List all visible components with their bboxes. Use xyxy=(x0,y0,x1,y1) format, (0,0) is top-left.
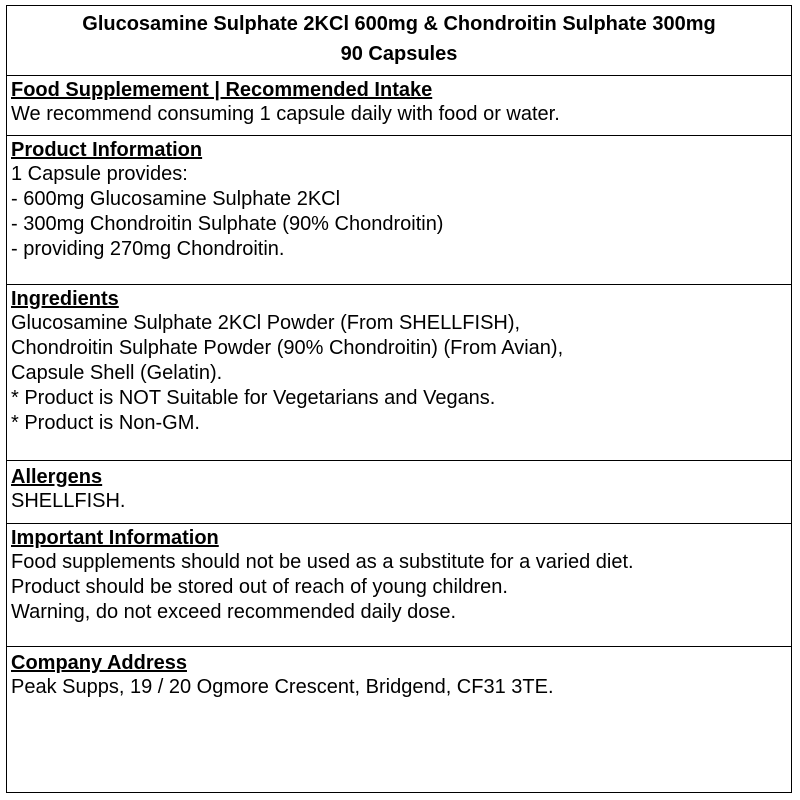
divider xyxy=(7,646,791,647)
heading-allergens: Allergens xyxy=(11,466,103,488)
ingredients-text xyxy=(7,311,791,436)
important-info-line: Warning, do not exceed recommended daily dose. xyxy=(11,601,457,623)
ingredients-line: * Product is Non-GM. xyxy=(11,412,200,434)
allergens-line: SHELLFISH. xyxy=(11,490,126,512)
heading-company-address: Company Address xyxy=(11,652,187,674)
product-info-line: - 600mg Glucosamine Sulphate 2KCl xyxy=(11,188,341,210)
company-address-text xyxy=(7,675,791,700)
product-info-line: - 300mg Chondroitin Sulphate (90% Chondroitin) xyxy=(11,213,444,235)
section-ingredients xyxy=(7,287,791,436)
ingredients-line: Capsule Shell (Gelatin). xyxy=(11,362,223,384)
important-info-line: Food supplements should not be used as a substitute for a varied diet. xyxy=(11,551,634,573)
company-address-line: Peak Supps, 19 / 20 Ogmore Crescent, Bridgend, CF31 3TE. xyxy=(11,676,554,698)
heading-important-information: Important Information xyxy=(11,527,219,549)
intake-text xyxy=(7,102,791,127)
divider xyxy=(7,135,791,136)
section-company-address xyxy=(7,651,791,700)
intake-line: We recommend consuming 1 capsule daily with food or water. xyxy=(11,103,560,125)
ingredients-line: Chondroitin Sulphate Powder (90% Chondroitin) (From Avian), xyxy=(11,337,564,359)
supplement-label xyxy=(6,5,792,793)
divider xyxy=(7,460,791,461)
product-info-line: 1 Capsule provides: xyxy=(11,163,188,185)
section-allergens xyxy=(7,465,791,514)
ingredients-line: * Product is NOT Suitable for Vegetarians and Vegans. xyxy=(11,387,496,409)
important-info-line: Product should be stored out of reach of young children. xyxy=(11,576,508,598)
heading-product-information: Product Information xyxy=(11,139,203,161)
divider xyxy=(7,284,791,285)
product-title-line-1: Glucosamine Sulphate 2KCl 600mg & Chondroitin Sulphate 300mg xyxy=(82,13,716,35)
product-title-line-2: 90 Capsules xyxy=(340,43,458,65)
product-title xyxy=(7,6,791,76)
section-recommended-intake xyxy=(7,78,791,127)
allergens-text xyxy=(7,489,791,514)
ingredients-line: Glucosamine Sulphate 2KCl Powder (From SHELLFISH), xyxy=(11,312,521,334)
heading-recommended-intake: Food Supplemement | Recommended Intake xyxy=(11,79,433,101)
heading-ingredients: Ingredients xyxy=(11,288,119,310)
divider xyxy=(7,523,791,524)
product-info-line: - providing 270mg Chondroitin. xyxy=(11,238,285,260)
section-product-information xyxy=(7,138,791,262)
important-information-text xyxy=(7,550,791,625)
section-important-information xyxy=(7,526,791,625)
product-information-text xyxy=(7,162,791,262)
